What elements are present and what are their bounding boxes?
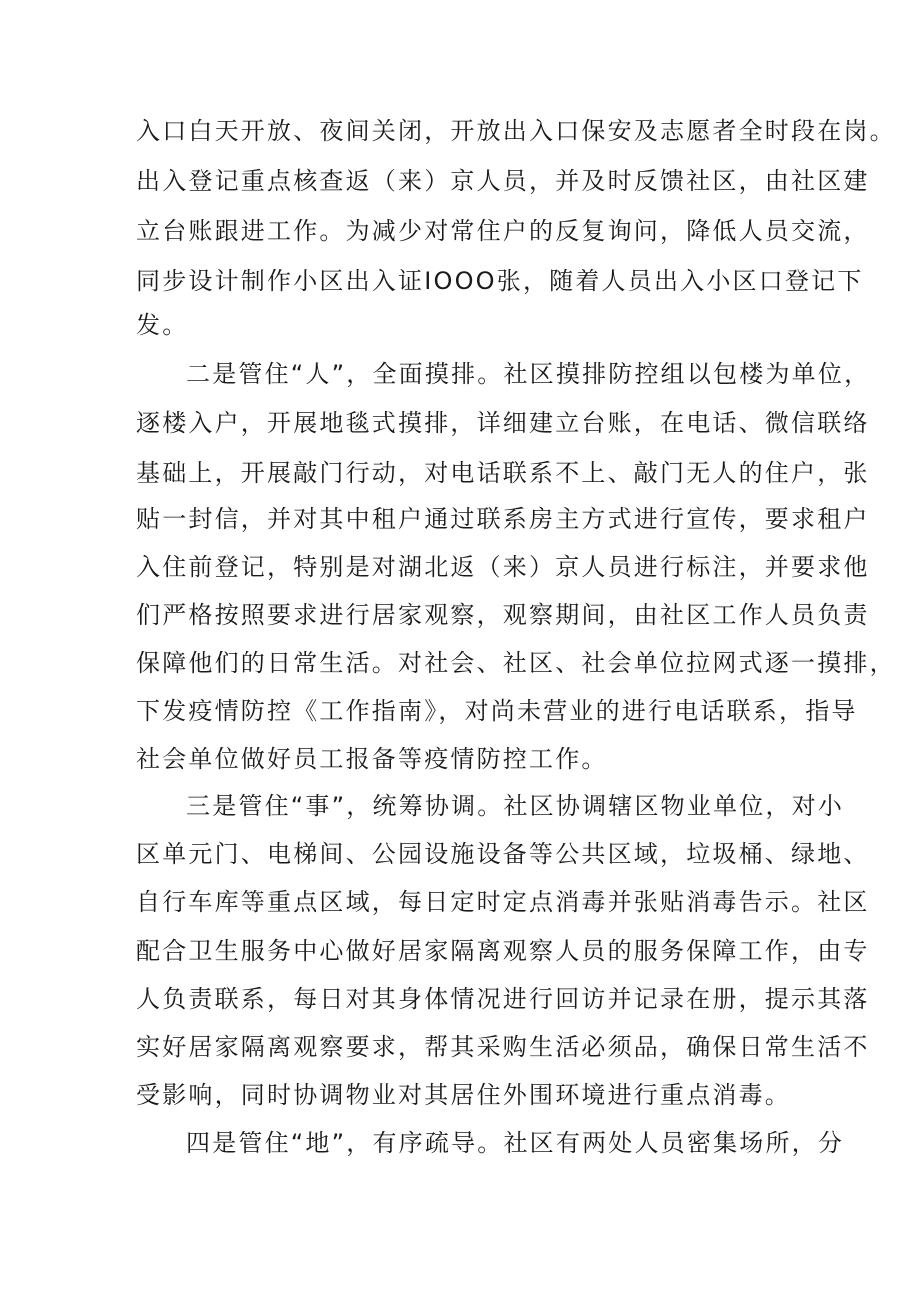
paragraph-line: 出入登记重点核查返（来）京人员，并及时反馈社区，由社区建 [136,167,870,195]
paragraph-line: 入住前登记，特别是对湖北返（来）京人员进行标注，并要求他 [136,553,870,581]
paragraph-line: 逐楼入户，开展地毯式摸排，详细建立台账，在电话、微信联络 [136,409,870,437]
paragraph-line: 贴一封信，并对其中租户通过联系房主方式进行宣传，要求租户 [136,505,870,533]
paragraph-line: 人负责联系，每日对其身体情况进行回访并记录在册，提示其落 [136,985,870,1013]
paragraph-line: 基础上，开展敲门行动，对电话联系不上、敲门无人的住户，张 [136,459,870,487]
paragraph-line: 立台账跟进工作。为减少对常住户的反复询问，降低人员交流， [136,217,870,245]
paragraph-line: 自行车库等重点区域，每日定时定点消毒并张贴消毒告示。社区 [136,888,870,916]
paragraph-line: 社会单位做好员工报备等疫情防控工作。 [136,745,608,773]
paragraph-line: 保障他们的日常生活。对社会、社区、社会单位拉网式逐一摸排， [136,649,896,677]
paragraph-line: 三是管住“事”，统筹协调。社区协调辖区物业单位，对小 [186,792,845,820]
paragraph-line: 同步设计制作小区出入证IOOO张，随着人员出入小区口登记下 [136,267,864,295]
paragraph-line: 入口白天开放、夜间关闭，开放出入口保安及志愿者全时段在岗。 [136,117,896,145]
paragraph-line: 四是管住“地”，有序疏导。社区有两处人员密集场所，分 [186,1129,845,1157]
paragraph-line: 二是管住“人”，全面摸排。社区摸排防控组以包楼为单位， [186,360,871,388]
paragraph-line: 发。 [136,311,189,339]
paragraph-line: 下发疫情防控《工作指南》，对尚未营业的进行电话联系，指导 [136,697,858,725]
paragraph-line: 区单元门、电梯间、公园设施设备等公共区域，垃圾桶、绿地、 [136,840,870,868]
paragraph-line: 受影响，同时协调物业对其居住外围环境进行重点消毒。 [136,1081,791,1109]
paragraph-line: 配合卫生服务中心做好居家隔离观察人员的服务保障工作，由专 [136,937,870,965]
paragraph-line: 们严格按照要求进行居家观察，观察期间，由社区工作人员负责 [136,601,870,629]
paragraph-line: 实好居家隔离观察要求，帮其采购生活必须品，确保日常生活不 [136,1033,870,1061]
